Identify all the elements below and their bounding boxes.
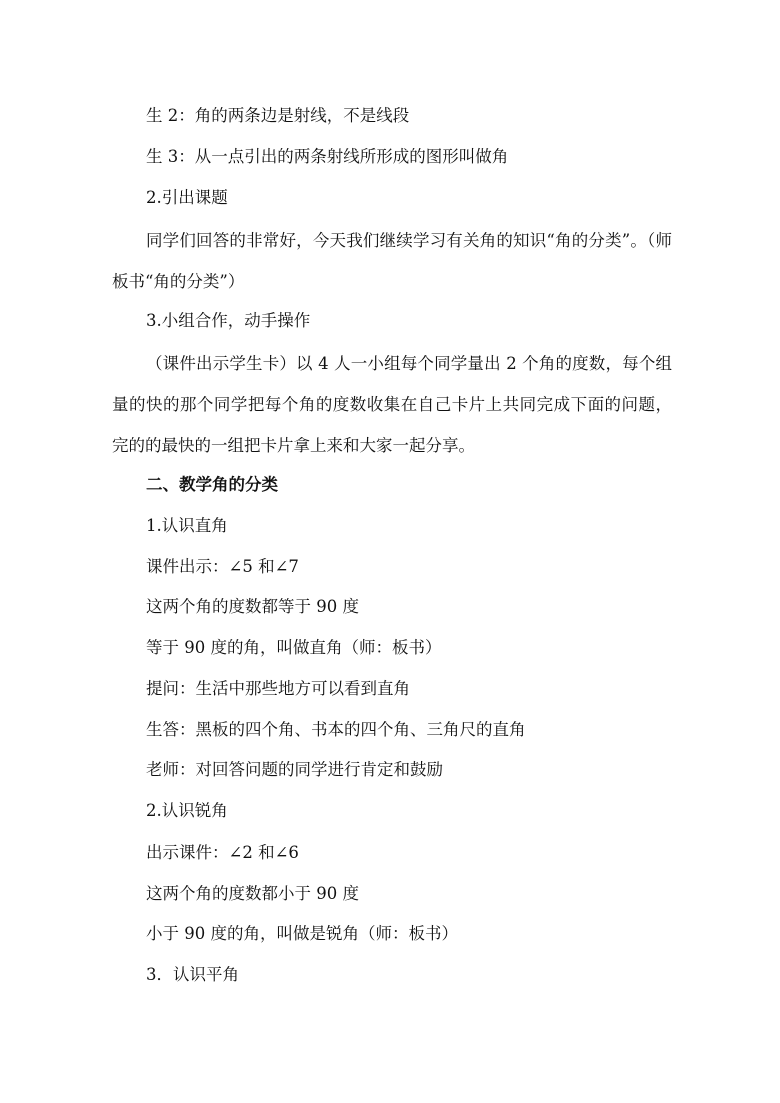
text-line: 课件出示：∠5 和∠7 (146, 557, 299, 576)
section-number: 2.引出课题 (146, 188, 228, 207)
section-number: 1.认识直角 (146, 516, 228, 535)
section-number: 3.小组合作，动手操作 (146, 311, 311, 330)
text-line: 提问：生活中那些地方可以看到直角 (146, 679, 410, 698)
text-line: 等于 90 度的角，叫做直角（师：板书） (146, 638, 442, 657)
paragraph: （课件出示学生卡）以 4 人一小组每个同学量出 2 个角的度数，每个组量的快的那个同学把每个角的度数收集在自己卡片上共同完成下面的问题，完的的最快的一组把卡片拿上来和大家一起分享。 (112, 354, 672, 455)
text-line: 生 2：角的两条边是射线，不是线段 (146, 106, 410, 125)
text-line: 老师：对回答问题的同学进行肯定和鼓励 (146, 760, 443, 779)
section-number: 2.认识锐角 (146, 801, 228, 820)
text-line: 生 3：从一点引出的两条射线所形成的图形叫做角 (146, 147, 509, 166)
text-line: 出示课件：∠2 和∠6 (146, 843, 299, 862)
paragraph: 同学们回答的非常好，今天我们继续学习有关角的知识“角的分类”。（师板书“角的分类”） (112, 231, 672, 291)
section-heading: 二、教学角的分类 (146, 475, 278, 494)
text-line: 这两个角的度数都小于 90 度 (146, 884, 359, 903)
section-number: 3．认识平角 (146, 965, 239, 984)
text-line: 这两个角的度数都等于 90 度 (146, 597, 359, 616)
text-line: 生答：黑板的四个角、书本的四个角、三角尺的直角 (146, 720, 526, 739)
text-line: 小于 90 度的角，叫做是锐角（师：板书） (146, 924, 458, 943)
